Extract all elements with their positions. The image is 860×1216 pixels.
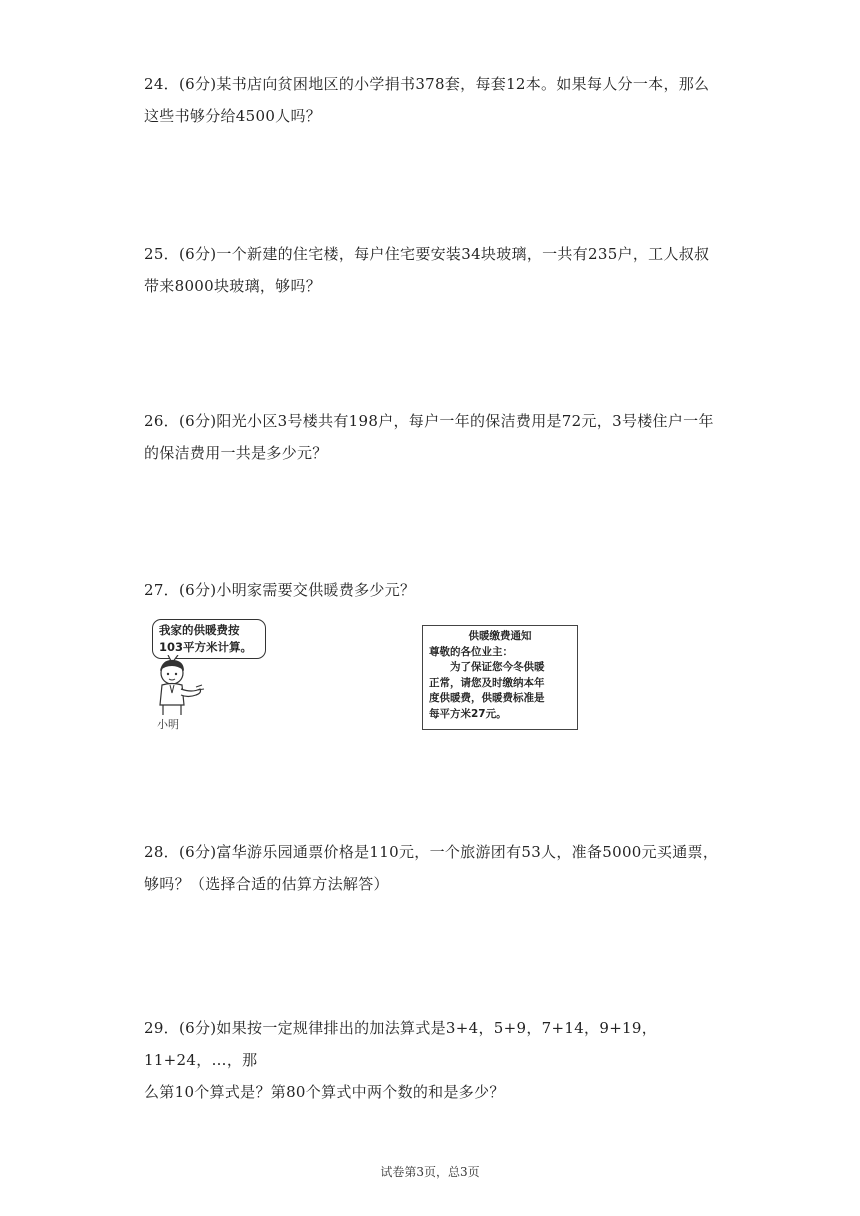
notice-line: 每平方米27元。 xyxy=(429,707,507,720)
question-line: 25．(6分)一个新建的住宅楼，每户住宅要安装34块玻璃，一共有235户，工人叔叔 xyxy=(144,245,710,263)
question-line: 26．(6分)阳光小区3号楼共有198户，每户一年的保洁费用是72元，3号楼住户一年 xyxy=(144,412,714,430)
notice-line: 度供暖费，供暖费标准是 xyxy=(429,692,545,704)
question-line: 28．(6分)富华游乐园通票价格是110元，一个旅游团有53人，准备5000元买通票， xyxy=(144,843,719,861)
bubble-line: 我家的供暖费按 xyxy=(159,623,240,637)
question-24 xyxy=(144,68,724,132)
question-27 xyxy=(144,574,724,606)
question-line: 么第10个算式是？第80个算式中两个数的和是多少？ xyxy=(144,1083,505,1101)
notice-title: 供暖缴费通知 xyxy=(468,630,532,642)
question-26 xyxy=(144,405,724,469)
bubble-line: 103平方米计算。 xyxy=(159,640,253,654)
heating-notice xyxy=(422,625,578,730)
question-line: 24．(6分)某书店向贫困地区的小学捐书378套，每套12本。如果每人分一本，那么 xyxy=(144,75,710,93)
speech-bubble xyxy=(152,619,266,659)
question-28 xyxy=(144,836,724,900)
question-line: 够吗？（选择合适的估算方法解答） xyxy=(144,875,389,893)
notice-greeting: 尊敬的各位业主： xyxy=(429,645,513,658)
question-25 xyxy=(144,238,724,302)
question-line: 这些书够分给4500人吗？ xyxy=(144,107,322,125)
question-line: 的保洁费用一共是多少元？ xyxy=(144,444,328,462)
question-29 xyxy=(144,1012,724,1108)
boy-name-label: 小明 xyxy=(157,718,179,731)
boy-illustration-icon xyxy=(150,655,210,719)
question-line: 带来8000块玻璃，够吗？ xyxy=(144,277,322,295)
question-line: 27．(6分)小明家需要交供暖费多少元？ xyxy=(144,581,416,599)
notice-line: 为了保证您今冬供暖 xyxy=(450,661,545,673)
notice-line: 正常，请您及时缴纳本年 xyxy=(429,676,545,689)
question-line: 29．(6分)如果按一定规律排出的加法算式是3+4，5+9，7+14，9+19，11+24，…，那 xyxy=(144,1019,658,1069)
page-footer: 试卷第3页，总3页 xyxy=(380,1165,480,1179)
